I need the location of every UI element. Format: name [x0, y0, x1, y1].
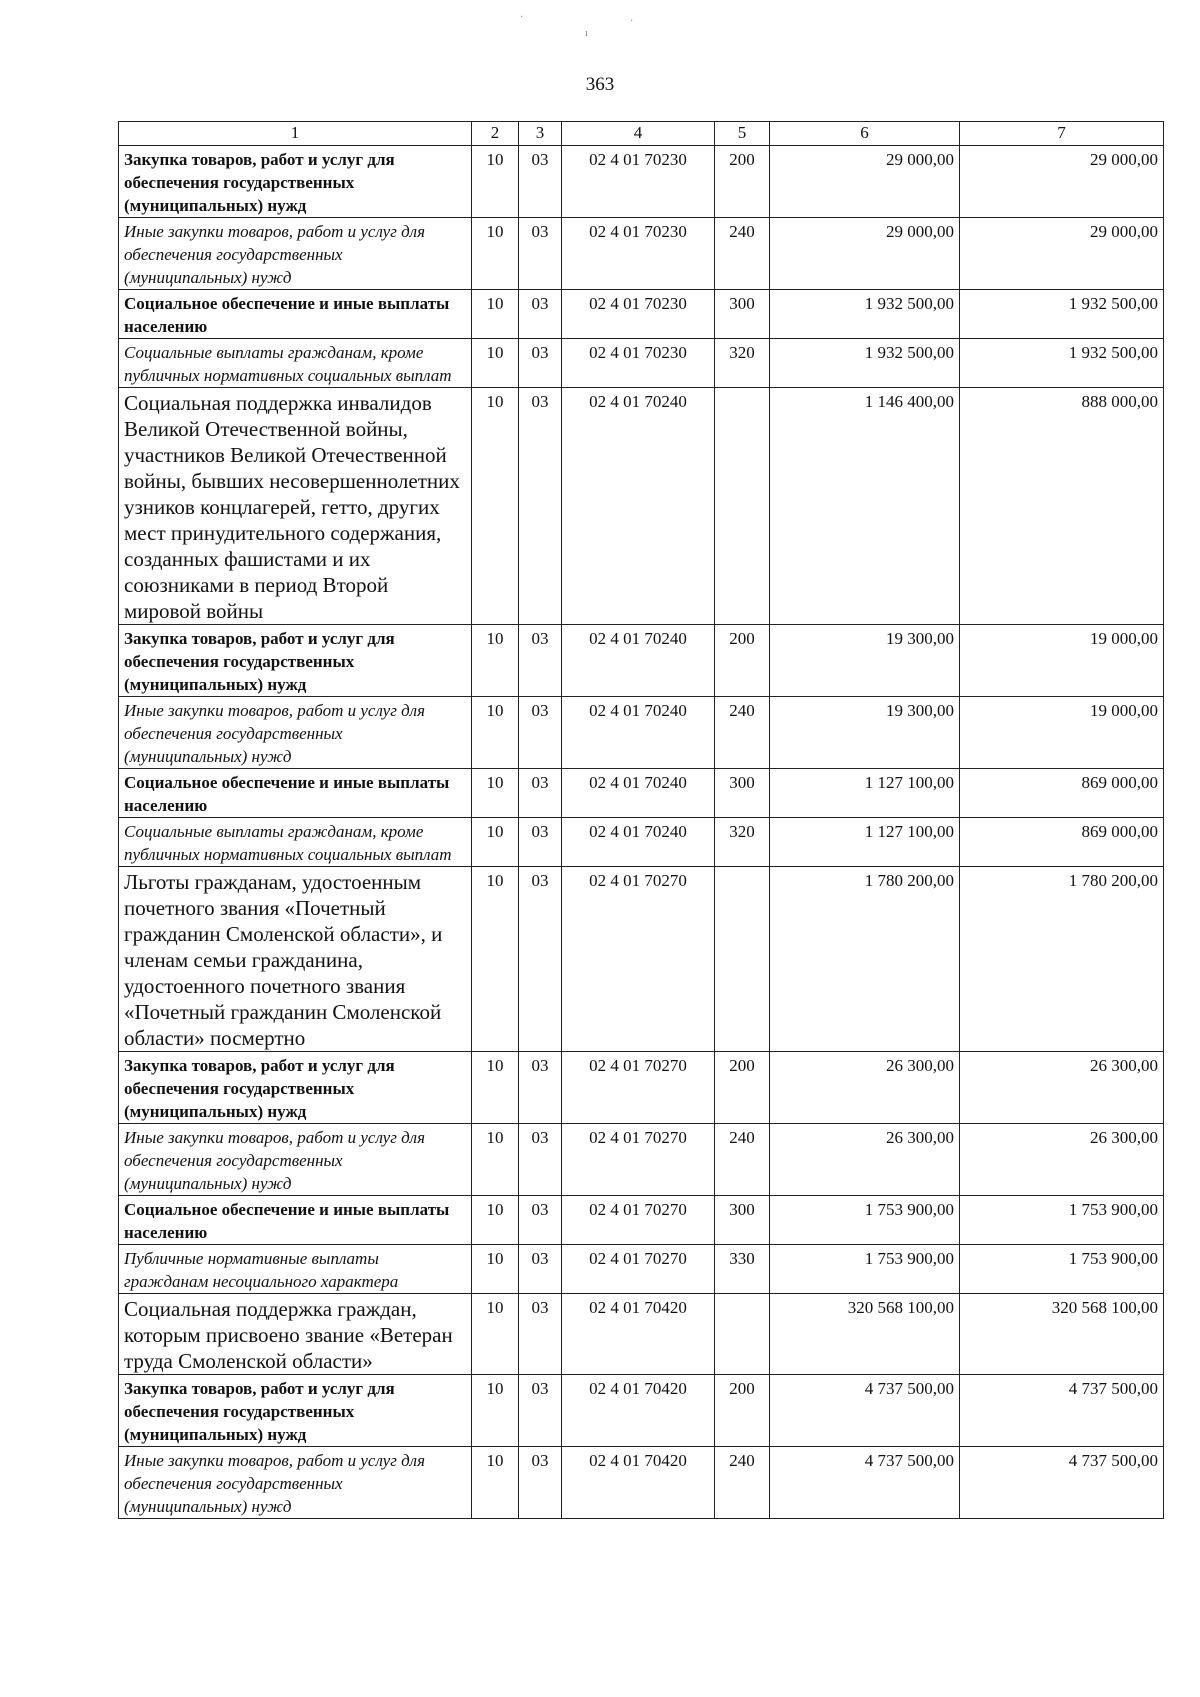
row-subsection-cell: 03 [519, 1375, 562, 1447]
row-name-cell: Иные закупки товаров, работ и услуг для обеспечения государственных (муниципальных) нужд [119, 1447, 472, 1519]
row-name-cell: Публичные нормативные выплаты гражданам несоциального характера [119, 1245, 472, 1294]
column-header-7: 7 [960, 122, 1164, 146]
table-header-row [119, 122, 1164, 146]
column-header-1: 1 [119, 122, 472, 146]
row-target-article-cell: 02 4 01 70230 [562, 218, 715, 290]
row-name-cell: Социальное обеспечение и иные выплаты населению [119, 290, 472, 339]
row-expense-type-cell: 200 [715, 1375, 770, 1447]
row-target-article-cell: 02 4 01 70230 [562, 146, 715, 218]
column-header-5: 5 [715, 122, 770, 146]
row-name-cell: Иные закупки товаров, работ и услуг для обеспечения государственных (муниципальных) нужд [119, 1124, 472, 1196]
row-year1-amount-cell: 320 568 100,00 [770, 1294, 960, 1375]
row-name-cell: Иные закупки товаров, работ и услуг для обеспечения государственных (муниципальных) нужд [119, 218, 472, 290]
row-name-cell: Социальные выплаты гражданам, кроме публичных нормативных социальных выплат [119, 339, 472, 388]
row-year2-amount-cell: 4 737 500,00 [960, 1375, 1164, 1447]
table-row [119, 769, 1164, 818]
row-year1-amount-cell: 1 932 500,00 [770, 339, 960, 388]
row-section-cell: 10 [472, 1052, 519, 1124]
table-row [119, 388, 1164, 625]
row-year1-amount-cell: 4 737 500,00 [770, 1447, 960, 1519]
row-name-cell: Социальные выплаты гражданам, кроме публичных нормативных социальных выплат [119, 818, 472, 867]
row-name-cell: Закупка товаров, работ и услуг для обеспечения государственных (муниципальных) нужд [119, 1052, 472, 1124]
row-year1-amount-cell: 1 753 900,00 [770, 1245, 960, 1294]
row-year2-amount-cell: 29 000,00 [960, 146, 1164, 218]
row-year2-amount-cell: 320 568 100,00 [960, 1294, 1164, 1375]
row-name-cell: Закупка товаров, работ и услуг для обеспечения государственных (муниципальных) нужд [119, 146, 472, 218]
table-row [119, 867, 1164, 1052]
row-year1-amount-cell: 26 300,00 [770, 1052, 960, 1124]
row-year1-amount-cell: 19 300,00 [770, 625, 960, 697]
column-header-4: 4 [562, 122, 715, 146]
row-year2-amount-cell: 19 000,00 [960, 625, 1164, 697]
column-header-6: 6 [770, 122, 960, 146]
row-year1-amount-cell: 1 127 100,00 [770, 769, 960, 818]
row-subsection-cell: 03 [519, 1124, 562, 1196]
row-section-cell: 10 [472, 818, 519, 867]
row-expense-type-cell: 300 [715, 769, 770, 818]
row-expense-type-cell [715, 1294, 770, 1375]
row-year1-amount-cell: 19 300,00 [770, 697, 960, 769]
row-target-article-cell: 02 4 01 70270 [562, 1052, 715, 1124]
row-section-cell: 10 [472, 146, 519, 218]
row-target-article-cell: 02 4 01 70240 [562, 818, 715, 867]
row-year2-amount-cell: 1 753 900,00 [960, 1245, 1164, 1294]
row-year1-amount-cell: 1 753 900,00 [770, 1196, 960, 1245]
row-year2-amount-cell: 1 932 500,00 [960, 290, 1164, 339]
scan-speck: · [630, 16, 634, 27]
table-row [119, 625, 1164, 697]
row-year2-amount-cell: 26 300,00 [960, 1052, 1164, 1124]
row-target-article-cell: 02 4 01 70230 [562, 339, 715, 388]
row-year2-amount-cell: 1 780 200,00 [960, 867, 1164, 1052]
row-subsection-cell: 03 [519, 290, 562, 339]
row-year1-amount-cell: 1 127 100,00 [770, 818, 960, 867]
row-subsection-cell: 03 [519, 339, 562, 388]
row-target-article-cell: 02 4 01 70420 [562, 1294, 715, 1375]
row-year2-amount-cell: 19 000,00 [960, 697, 1164, 769]
row-subsection-cell: 03 [519, 1196, 562, 1245]
row-subsection-cell: 03 [519, 1245, 562, 1294]
column-header-2: 2 [472, 122, 519, 146]
row-name-cell: Закупка товаров, работ и услуг для обеспечения государственных (муниципальных) нужд [119, 625, 472, 697]
row-year1-amount-cell: 26 300,00 [770, 1124, 960, 1196]
row-target-article-cell: 02 4 01 70240 [562, 769, 715, 818]
row-target-article-cell: 02 4 01 70240 [562, 697, 715, 769]
row-year2-amount-cell: 888 000,00 [960, 388, 1164, 625]
row-section-cell: 10 [472, 769, 519, 818]
row-expense-type-cell [715, 388, 770, 625]
row-expense-type-cell: 320 [715, 818, 770, 867]
row-subsection-cell: 03 [519, 146, 562, 218]
row-section-cell: 10 [472, 339, 519, 388]
row-section-cell: 10 [472, 290, 519, 339]
row-name-cell: Льготы гражданам, удостоенным почетного звания «Почетный гражданин Смоленской области», и членам семьи гражданина, удостоенного почетного звания «Почетный гражданин Смоленской области» посмертно [119, 867, 472, 1052]
row-expense-type-cell: 320 [715, 339, 770, 388]
row-target-article-cell: 02 4 01 70420 [562, 1375, 715, 1447]
row-year1-amount-cell: 1 146 400,00 [770, 388, 960, 625]
table-row [119, 339, 1164, 388]
row-expense-type-cell: 200 [715, 625, 770, 697]
row-name-cell: Социальное обеспечение и иные выплаты населению [119, 769, 472, 818]
row-year2-amount-cell: 29 000,00 [960, 218, 1164, 290]
row-section-cell: 10 [472, 625, 519, 697]
row-target-article-cell: 02 4 01 70240 [562, 388, 715, 625]
row-section-cell: 10 [472, 697, 519, 769]
row-expense-type-cell: 240 [715, 1447, 770, 1519]
scan-speck: ı [585, 28, 588, 39]
table-row [119, 1245, 1164, 1294]
row-expense-type-cell: 240 [715, 218, 770, 290]
row-expense-type-cell: 200 [715, 146, 770, 218]
row-expense-type-cell [715, 867, 770, 1052]
row-year2-amount-cell: 1 932 500,00 [960, 339, 1164, 388]
table-row [119, 1375, 1164, 1447]
row-section-cell: 10 [472, 1375, 519, 1447]
table-row [119, 1124, 1164, 1196]
row-subsection-cell: 03 [519, 697, 562, 769]
row-subsection-cell: 03 [519, 818, 562, 867]
row-target-article-cell: 02 4 01 70270 [562, 867, 715, 1052]
row-subsection-cell: 03 [519, 388, 562, 625]
table-row [119, 1052, 1164, 1124]
row-year2-amount-cell: 869 000,00 [960, 818, 1164, 867]
row-name-cell: Социальное обеспечение и иные выплаты населению [119, 1196, 472, 1245]
row-year1-amount-cell: 29 000,00 [770, 218, 960, 290]
row-subsection-cell: 03 [519, 1447, 562, 1519]
table-row [119, 1294, 1164, 1375]
row-year1-amount-cell: 1 932 500,00 [770, 290, 960, 339]
row-year1-amount-cell: 4 737 500,00 [770, 1375, 960, 1447]
table-row [119, 1447, 1164, 1519]
row-expense-type-cell: 300 [715, 290, 770, 339]
budget-table [118, 121, 1164, 1519]
table-row [119, 146, 1164, 218]
row-name-cell: Иные закупки товаров, работ и услуг для обеспечения государственных (муниципальных) нужд [119, 697, 472, 769]
row-year1-amount-cell: 29 000,00 [770, 146, 960, 218]
row-name-cell: Закупка товаров, работ и услуг для обеспечения государственных (муниципальных) нужд [119, 1375, 472, 1447]
row-expense-type-cell: 300 [715, 1196, 770, 1245]
row-subsection-cell: 03 [519, 769, 562, 818]
table-body [119, 146, 1164, 1519]
row-section-cell: 10 [472, 1124, 519, 1196]
row-expense-type-cell: 200 [715, 1052, 770, 1124]
row-target-article-cell: 02 4 01 70420 [562, 1447, 715, 1519]
table-row [119, 697, 1164, 769]
row-section-cell: 10 [472, 867, 519, 1052]
row-subsection-cell: 03 [519, 625, 562, 697]
row-section-cell: 10 [472, 1245, 519, 1294]
row-subsection-cell: 03 [519, 867, 562, 1052]
row-expense-type-cell: 240 [715, 1124, 770, 1196]
row-subsection-cell: 03 [519, 218, 562, 290]
row-expense-type-cell: 240 [715, 697, 770, 769]
row-target-article-cell: 02 4 01 70270 [562, 1196, 715, 1245]
row-subsection-cell: 03 [519, 1294, 562, 1375]
column-header-3: 3 [519, 122, 562, 146]
row-target-article-cell: 02 4 01 70270 [562, 1124, 715, 1196]
row-year2-amount-cell: 4 737 500,00 [960, 1447, 1164, 1519]
row-target-article-cell: 02 4 01 70270 [562, 1245, 715, 1294]
row-year2-amount-cell: 26 300,00 [960, 1124, 1164, 1196]
scan-speck: · [520, 12, 524, 23]
row-name-cell: Социальная поддержка инвалидов Великой Отечественной войны, участников Великой Отечественной войны, бывших несовершеннолетних узников концлагерей, гетто, других мест принудительного содержания, созданных фашистами и их союзниками в период Второй мировой войны [119, 388, 472, 625]
row-target-article-cell: 02 4 01 70240 [562, 625, 715, 697]
row-section-cell: 10 [472, 1294, 519, 1375]
row-section-cell: 10 [472, 218, 519, 290]
row-section-cell: 10 [472, 1447, 519, 1519]
page-number: 363 [585, 74, 615, 95]
row-target-article-cell: 02 4 01 70230 [562, 290, 715, 339]
row-name-cell: Социальная поддержка граждан, которым присвоено звание «Ветеран труда Смоленской области» [119, 1294, 472, 1375]
table-row [119, 290, 1164, 339]
table-row [119, 818, 1164, 867]
row-expense-type-cell: 330 [715, 1245, 770, 1294]
row-year1-amount-cell: 1 780 200,00 [770, 867, 960, 1052]
row-year2-amount-cell: 1 753 900,00 [960, 1196, 1164, 1245]
table-row [119, 1196, 1164, 1245]
table-row [119, 218, 1164, 290]
row-year2-amount-cell: 869 000,00 [960, 769, 1164, 818]
row-subsection-cell: 03 [519, 1052, 562, 1124]
row-section-cell: 10 [472, 1196, 519, 1245]
row-section-cell: 10 [472, 388, 519, 625]
